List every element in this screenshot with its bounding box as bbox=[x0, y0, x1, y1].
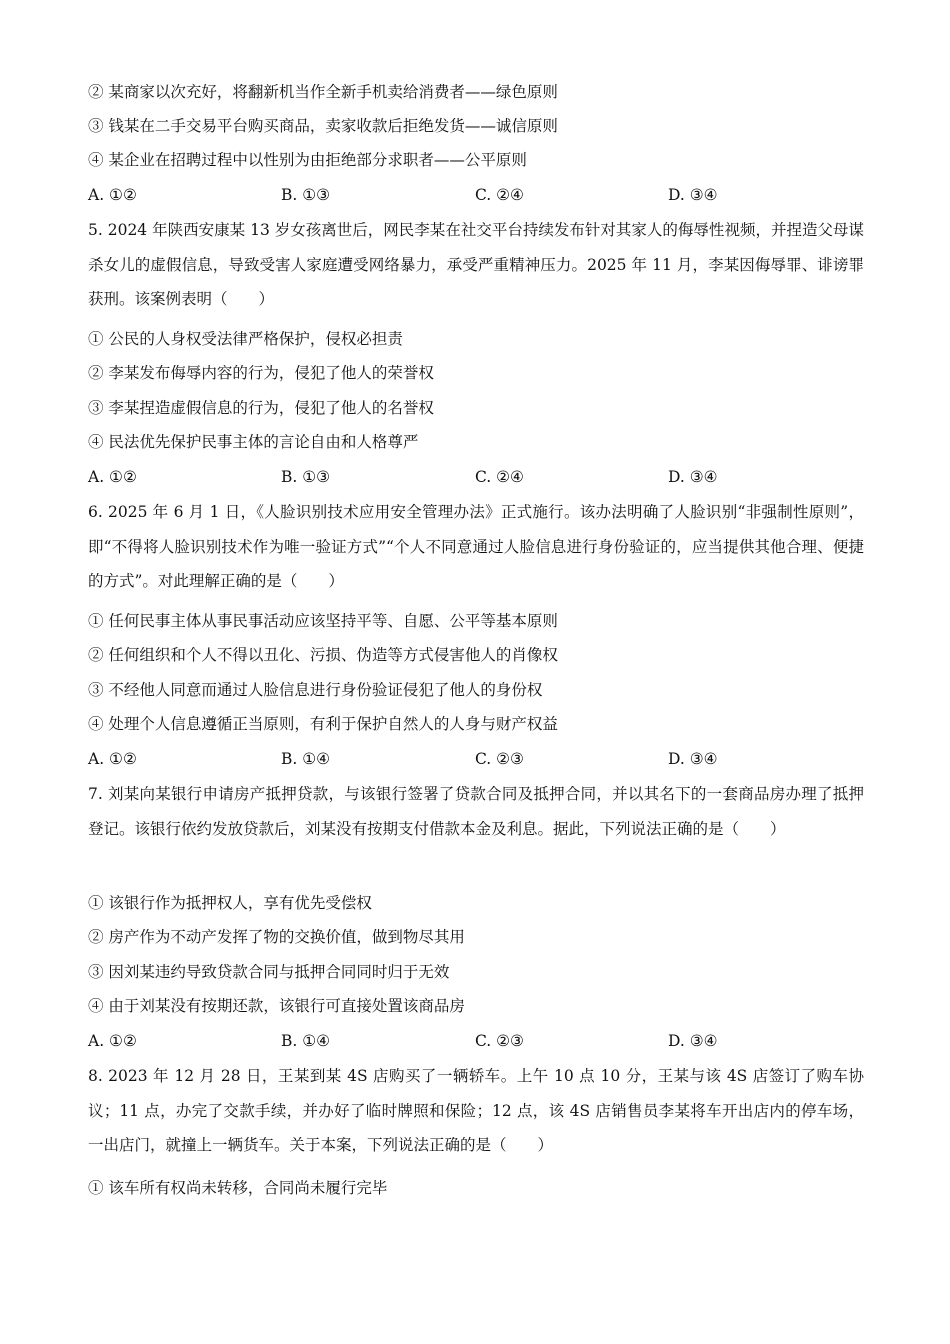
q5-item-4: ④ 民法优先保护民事主体的言论自由和人格尊严 bbox=[88, 433, 419, 451]
q7-option-c[interactable]: C. ②③ bbox=[475, 1032, 524, 1050]
q6-stem: 6. 2025 年 6 月 1 日，《人脸识别技术应用安全管理办法》正式施行。该办法明确了人脸识别“非强制性原则”，即“不得将人脸识别技术作为唯一验证方式”“个人不同意通过人脸信息进行身份验证的，应当提供其他合理、便捷的方式”。对此理解正确的是（ ） bbox=[88, 503, 864, 590]
q4-option-d[interactable]: D. ③④ bbox=[668, 186, 718, 204]
q6-item-1: ① 任何民事主体从事民事活动应该坚持平等、自愿、公平等基本原则 bbox=[88, 612, 558, 630]
q7-options bbox=[88, 1031, 864, 1051]
q6-item-3: ③ 不经他人同意而通过人脸信息进行身份验证侵犯了他人的身份权 bbox=[88, 681, 543, 699]
q5-option-b[interactable]: B. ①③ bbox=[281, 468, 331, 486]
q7-item-3: ③ 因刘某违约导致贷款合同与抵押合同同时归于无效 bbox=[88, 963, 450, 981]
q5-stem: 5. 2024 年陕西安康某 13 岁女孩离世后，网民李某在社交平台持续发布针对其家人的侮辱性视频，并捏造父母谋杀女儿的虚假信息，导致受害人家庭遭受网络暴力，承受严重精神压力。2025 年 11 月，李某因侮辱罪、诽谤罪获刑。该案例表明（ ） bbox=[88, 221, 864, 308]
q5-option-a[interactable]: A. ①② bbox=[88, 468, 137, 486]
q6-option-a[interactable]: A. ①② bbox=[88, 750, 137, 768]
q7-option-a[interactable]: A. ①② bbox=[88, 1032, 137, 1050]
q8-item-1: ① 该车所有权尚未转移，合同尚未履行完毕 bbox=[88, 1179, 388, 1197]
q6-item-2: ② 任何组织和个人不得以丑化、污损、伪造等方式侵害他人的肖像权 bbox=[88, 646, 558, 664]
q6-option-c[interactable]: C. ②③ bbox=[475, 750, 524, 768]
q6-options bbox=[88, 749, 864, 769]
q8-stem: 8. 2023 年 12 月 28 日，王某到某 4S 店购买了一辆轿车。上午 10 点 10 分，王某与该 4S 店签订了购车协议；11 点，办完了交款手续，并办好了临时牌照和保险；12 点，该 4S 店销售员李某将车开出店内的停车场，一出店门，就撞上一辆货车。关于本案，下列说法正确的是（ ） bbox=[88, 1067, 864, 1154]
q7-option-d[interactable]: D. ③④ bbox=[668, 1032, 718, 1050]
q7-option-b[interactable]: B. ①④ bbox=[281, 1032, 331, 1050]
q4-item-3: ③ 钱某在二手交易平台购买商品，卖家收款后拒绝发货——诚信原则 bbox=[88, 117, 558, 135]
q5-item-1: ① 公民的人身权受法律严格保护，侵权必担责 bbox=[88, 330, 403, 348]
q7-item-4: ④ 由于刘某没有按期还款，该银行可直接处置该商品房 bbox=[88, 997, 465, 1015]
q6-option-b[interactable]: B. ①④ bbox=[281, 750, 331, 768]
q6-item-4: ④ 处理个人信息遵循正当原则，有利于保护自然人的人身与财产权益 bbox=[88, 715, 558, 733]
q5-options bbox=[88, 467, 864, 487]
q4-item-2: ② 某商家以次充好，将翻新机当作全新手机卖给消费者——绿色原则 bbox=[88, 83, 558, 101]
q4-item-4: ④ 某企业在招聘过程中以性别为由拒绝部分求职者——公平原则 bbox=[88, 151, 527, 169]
q4-option-c[interactable]: C. ②④ bbox=[475, 186, 524, 204]
q7-item-2: ② 房产作为不动产发挥了物的交换价值，做到物尽其用 bbox=[88, 928, 465, 946]
q5-option-d[interactable]: D. ③④ bbox=[668, 468, 718, 486]
q5-option-c[interactable]: C. ②④ bbox=[475, 468, 524, 486]
q5-item-2: ② 李某发布侮辱内容的行为，侵犯了他人的荣誉权 bbox=[88, 364, 434, 382]
q7-item-1: ① 该银行作为抵押权人，享有优先受偿权 bbox=[88, 894, 372, 912]
q4-options bbox=[88, 185, 864, 205]
q6-option-d[interactable]: D. ③④ bbox=[668, 750, 718, 768]
q4-option-b[interactable]: B. ①③ bbox=[281, 186, 331, 204]
q5-item-3: ③ 李某捏造虚假信息的行为，侵犯了他人的名誉权 bbox=[88, 399, 434, 417]
q7-stem: 7. 刘某向某银行申请房产抵押贷款，与该银行签署了贷款合同及抵押合同，并以其名下的一套商品房办理了抵押登记。该银行依约发放贷款后，刘某没有按期支付借款本金及利息。据此，下列说法正确的是（ ） bbox=[88, 785, 864, 838]
q4-option-a[interactable]: A. ①② bbox=[88, 186, 137, 204]
